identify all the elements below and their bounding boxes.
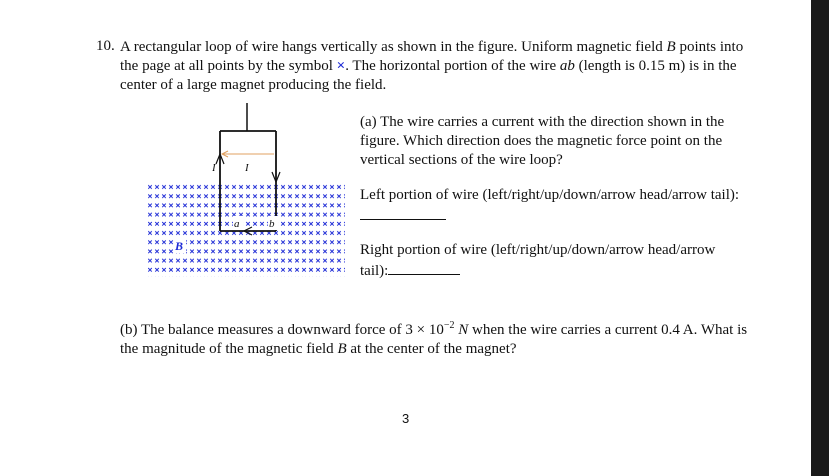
magnet-loop-figure (140, 100, 355, 290)
point-label-a: a (234, 218, 240, 230)
window-edge-bar (811, 0, 829, 476)
left-portion-answer-blank[interactable] (360, 205, 446, 220)
wire-segment-ab: ab (559, 58, 575, 74)
right-portion-prompt: Right portion of wire (left/right/up/down/arrow head/arrow tail): (360, 242, 716, 279)
page-number: 3 (402, 411, 410, 426)
part-a-question: (a) The wire carries a current with the direction shown in the figure. Which direction does the magnetic force point on the vertical sections of the wire loop? (360, 114, 725, 168)
question-number: 10. (96, 38, 115, 54)
magnetic-field-region (148, 180, 345, 277)
point-label-b: b (269, 218, 275, 230)
field-label-B: B (175, 239, 184, 253)
current-label-right: I (245, 162, 249, 174)
right-portion-answer-blank[interactable] (388, 260, 460, 275)
part-b-question: (b) The balance measures a downward force of $3 \times 10^{-2}$ N when the wire carries a current 0.4 A. What is the magnitude of the magnetic field B at the center of the magnet? (120, 320, 748, 357)
field-symbol-B: B (666, 39, 676, 55)
left-portion-prompt: Left portion of wire (left/right/up/down/arrow head/arrow tail): (360, 186, 740, 226)
current-label-left: I (212, 162, 216, 174)
question-stem: A rectangular loop of wire hangs vertically as shown in the figure. Uniform magnetic field B points into the page at all points by the symbol ×. The horizontal portion of the wire ab (length is 0.15 m) is in the center of a large magnet producing the field. (120, 39, 744, 93)
into-page-symbol: × (336, 58, 346, 74)
